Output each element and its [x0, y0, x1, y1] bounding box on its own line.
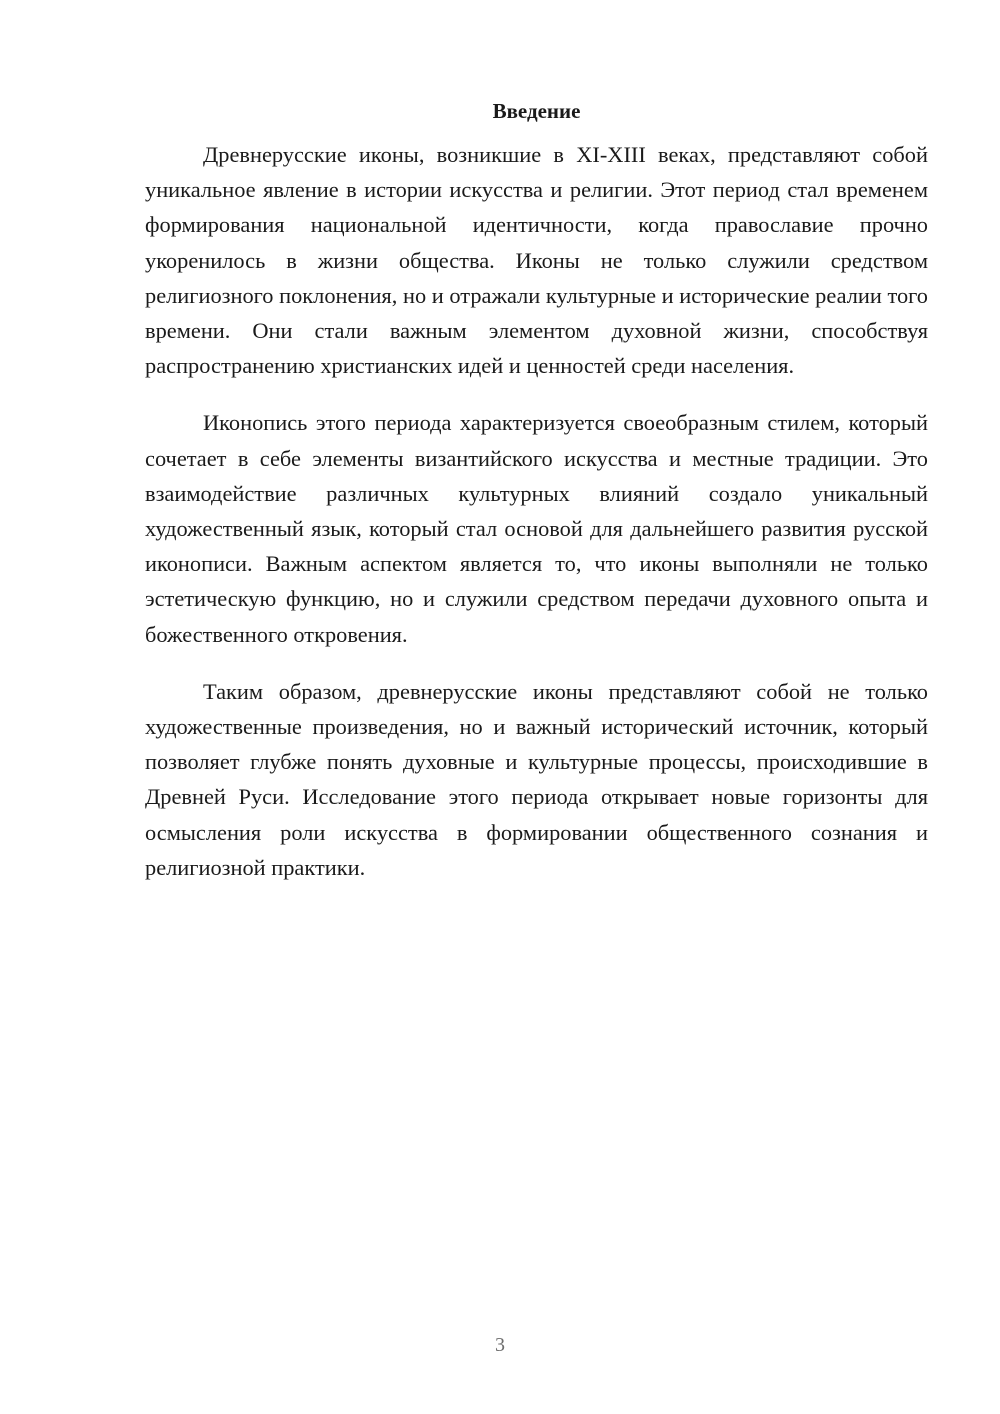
paragraph-1: Древнерусские иконы, возникшие в XI-XIII веках, представляют собой уникальное явление в истории искусства и религии. Этот период стал временем формирования национальной идентичности, когда православие прочно укоренилось в жизни общества. Иконы не только служили средством религиозного поклонения, но и отражали культурные и исторические реалии того времени. Они стали важным элементом духовной жизни, способствуя распространению христианских идей и ценностей среди населения.: [145, 142, 928, 379]
page-content: [145, 95, 928, 907]
paragraph-3: Таким образом, древнерусские иконы представляют собой не только художественные произведения, но и важный исторический источник, который позволяет глубже понять духовные и культурные процессы, происходившие в Древней Руси. Исследование этого периода открывает новые горизонты для осмысления роли искусства в формировании общественного сознания и религиозной практики.: [145, 678, 928, 880]
page-number: 3: [495, 1334, 505, 1356]
paragraph-2: Иконопись этого периода характеризуется своеобразным стилем, который сочетает в себе элементы византийского искусства и местные традиции. Это взаимодействие различных культурных влияний создало уникальный художественный язык, который стал основой для дальнейшего развития русской иконописи. Важным аспектом является то, что иконы выполняли не только эстетическую функцию, но и служили средством передачи духовного опыта и божественного откровения.: [145, 410, 928, 647]
section-heading: Введение: [492, 99, 581, 123]
